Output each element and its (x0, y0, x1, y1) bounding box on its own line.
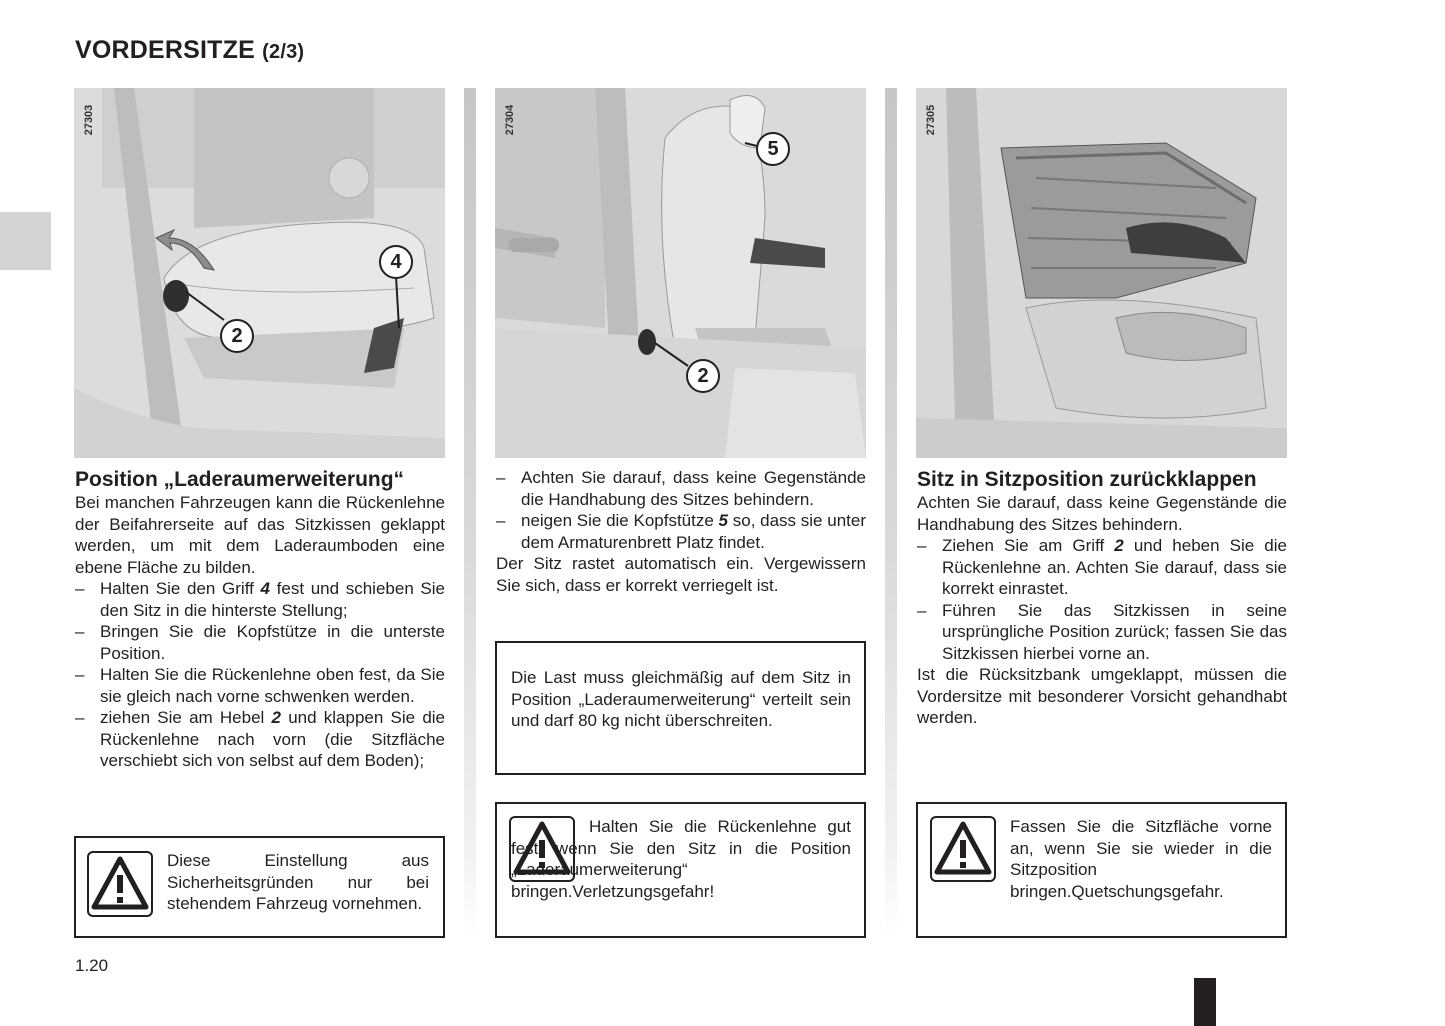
warning-box (495, 802, 866, 938)
list-item: – Ziehen Sie am Griff 2 und heben Sie die Rückenlehne an. Achten Sie darauf, dass sie korrekt einrastet. (917, 535, 1287, 600)
callout-label: 5 (756, 132, 790, 166)
warning-box (916, 802, 1287, 938)
warning-text: Halten Sie die Rückenlehne gut fest, wenn Sie den Sitz in die Position „Laderaumerweiterung“ bringen.Verletzungsgefahr! (511, 817, 851, 901)
list-item: – ziehen Sie am Hebel 2 und klappen Sie die Rückenlehne nach vorn (die Sitzfläche verschiebt sich von selbst auf dem Boden); (75, 707, 445, 772)
list-item: – Bringen Sie die Kopfstütze in die unterste Position. (75, 621, 445, 664)
warning-text: Fassen Sie die Sitzfläche vorne an, wenn Sie sie wieder in die Sitzposition bringen.Quetschungsgefahr. (1010, 817, 1272, 901)
step-list (496, 467, 866, 553)
column-separator (885, 88, 897, 938)
section-return-seat (917, 467, 1287, 729)
figure-number: 27304 (504, 104, 516, 136)
section-load-position (75, 467, 445, 772)
section-heading: Sitz in Sitzposition zurückklappen (917, 468, 1257, 491)
section-heading: Position „Laderaumerweiterung“ (75, 468, 405, 491)
section-load-steps (496, 467, 866, 596)
step-list (917, 535, 1287, 664)
outro-paragraph: Ist die Rücksitzbank umgeklappt, müssen die Vordersitze mit besonderer Vorsicht gehandhabt werden. (917, 665, 1287, 727)
figure-number: 27305 (925, 104, 937, 136)
outro-paragraph: Der Sitz rastet automatisch ein. Vergewissern Sie sich, dass er korrekt verriegelt ist. (496, 554, 866, 595)
warning-triangle-icon (87, 851, 153, 917)
seat-illustration-2 (495, 88, 866, 458)
list-item: – neigen Sie die Kopfstütze 5 so, dass sie unter dem Armaturenbrett Platz findet. (496, 510, 866, 553)
column-separator (464, 88, 476, 938)
seat-illustration-3 (916, 88, 1287, 458)
note-box (495, 641, 866, 775)
callout-label: 4 (379, 245, 413, 279)
figure-number: 27303 (83, 104, 95, 136)
figure-seat-headrest (495, 88, 866, 458)
page-title (75, 36, 304, 65)
edge-marker (1194, 978, 1216, 1026)
note-text: Die Last muss gleichmäßig auf dem Sitz in Position „Laderaumerweiterung“ verteilt sein und darf 80 kg nicht überschreiten. (511, 668, 851, 730)
warning-triangle-icon (930, 816, 996, 882)
step-list (75, 578, 445, 772)
intro-paragraph: Achten Sie darauf, dass keine Gegenstände die Handhabung des Sitzes behindern. (917, 493, 1287, 534)
warning-box (74, 836, 445, 938)
section-tab (0, 212, 51, 270)
warning-text: Diese Einstellung aus Sicherheitsgründen nur bei stehendem Fahrzeug vornehmen. (167, 851, 429, 913)
page-number: 1.20 (75, 956, 109, 975)
list-item: – Achten Sie darauf, dass keine Gegenstände die Handhabung des Sitzes behindern. (496, 467, 866, 510)
page-title-text: VORDERSITZE (75, 36, 255, 64)
intro-paragraph: Bei manchen Fahrzeugen kann die Rückenlehne der Beifahrerseite auf das Sitzkissen geklappt werden, um mit dem Laderaumboden eine ebene Fläche zu bilden. (75, 493, 445, 577)
list-item: – Halten Sie die Rückenlehne oben fest, da Sie sie gleich nach vorne schwenken werden. (75, 664, 445, 707)
list-item: – Halten Sie den Griff 4 fest und schieben Sie den Sitz in die hinterste Stellung; (75, 578, 445, 621)
page-title-part: (2/3) (262, 41, 305, 63)
list-item: – Führen Sie das Sitzkissen in seine ursprüngliche Position zurück; fassen Sie das Sitzkissen hierbei vorne an. (917, 600, 1287, 665)
figure-folded-seat (916, 88, 1287, 458)
callout-label: 2 (220, 319, 254, 353)
callout-label: 2 (686, 359, 720, 393)
figure-seat-lever (74, 88, 445, 458)
